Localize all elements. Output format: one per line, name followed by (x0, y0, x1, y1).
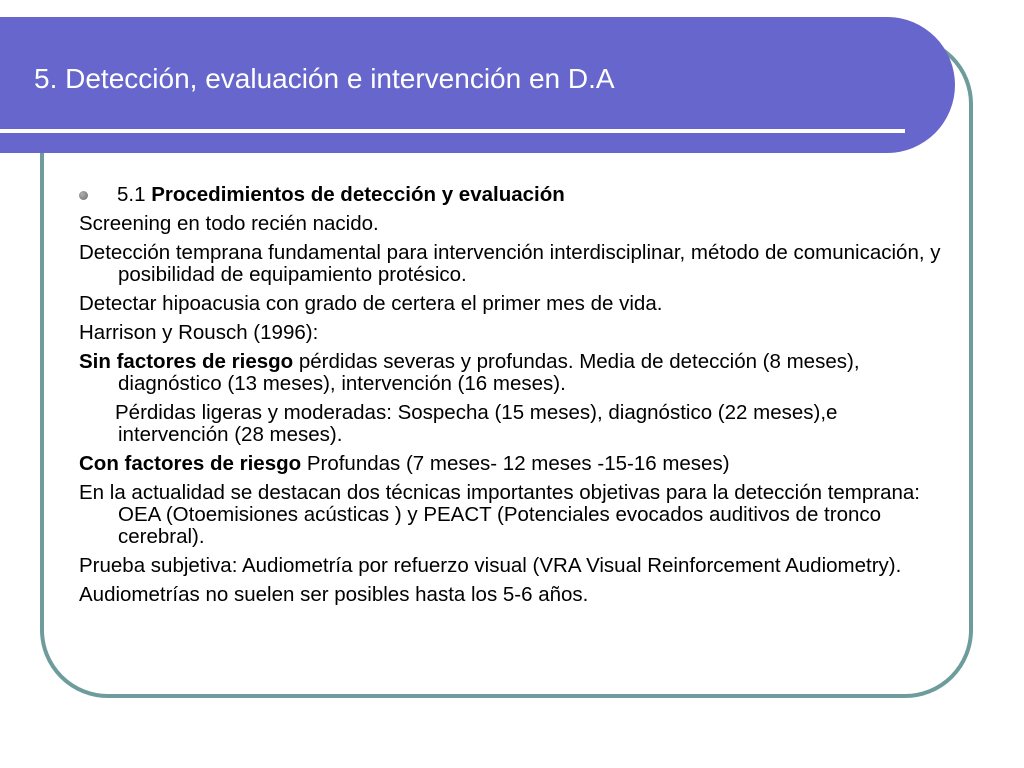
section-heading (79, 184, 949, 206)
paragraph-early-detection: Detección temprana fundamental para intervención interdisciplinar, método de comunicación, y posibilidad de equipamiento protésico. (79, 241, 941, 286)
paragraph-objective-techniques: En la actualidad se destacan dos técnicas importantes objetivas para la detección temprana: OEA (Otoemisiones acústicas ) y PEACT (Potenciales evocados auditivos de tronco cerebral). (79, 481, 921, 548)
with-risk-factors-label: Con factores de riesgo (79, 452, 302, 475)
title-underline (0, 129, 905, 133)
with-risk-factors-text: Profundas (7 meses- 12 meses -15-16 meses) (301, 452, 730, 475)
section-number: 5.1 (117, 183, 152, 206)
no-risk-factors-label: Sin factores de riesgo (79, 350, 294, 373)
paragraph-with-risk-factors (79, 453, 949, 475)
slide-title: 5. Detección, evaluación e intervención en D.A (34, 63, 615, 94)
mild-moderate-losses-text: Pérdidas ligeras y moderadas: Sospecha (15 meses), diagnóstico (22 meses),e intervención (28 meses). (115, 401, 838, 446)
gray-sphere-bullet-icon (79, 191, 88, 200)
paragraph-detect-hearing-loss: Detectar hipoacusia con grado de certera el primer mes de vida. (79, 292, 663, 315)
paragraph-audiometry-age: Audiometrías no suelen ser posibles hasta los 5-6 años. (79, 583, 589, 606)
paragraph-subjective-test: Prueba subjetiva: Audiometría por refuerzo visual (VRA Visual Reinforcement Audiometry). (79, 554, 902, 577)
section-heading-label: Procedimientos de detección y evaluación (151, 183, 565, 206)
paragraph-screening: Screening en todo recién nacido. (79, 212, 379, 235)
slide-body (79, 184, 949, 613)
paragraph-mild-moderate-losses (79, 402, 949, 446)
paragraph-citation: Harrison y Rousch (1996): (79, 321, 319, 344)
paragraph-no-risk-factors (79, 351, 949, 395)
no-risk-factors-text: pérdidas severas y profundas. Media de detección (8 meses), diagnóstico (13 meses), intervención (16 meses). (118, 350, 860, 395)
